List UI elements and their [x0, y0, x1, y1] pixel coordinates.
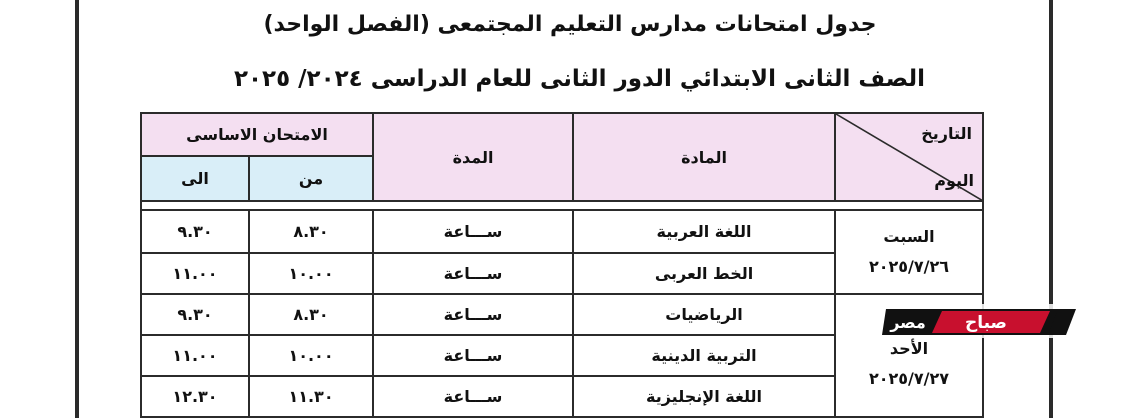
table-row: [141, 210, 983, 253]
day-date-cell: [835, 210, 983, 294]
duration-cell: ســـاعة: [373, 335, 573, 376]
date-label: التاريخ: [921, 124, 973, 143]
day-name: السبت: [883, 226, 935, 246]
day-label: اليوم: [934, 171, 975, 191]
from-time-cell: ١٠.٠٠: [249, 253, 373, 294]
document-subtitle: الصف الثانى الابتدائي الدور الثانى للعام الدراسى ٢٠٢٤/ ٢٠٢٥: [233, 66, 925, 92]
from-time-cell: ٨.٣٠: [249, 294, 373, 335]
to-time-cell: ١١.٠٠: [141, 253, 249, 294]
from-header: من: [249, 156, 373, 201]
subject-cell: التربية الدينية: [573, 335, 835, 376]
document-title: جدول امتحانات مدارس التعليم المجتمعى (الفصل الواحد): [263, 12, 877, 37]
subject-cell: اللغة الإنجليزية: [573, 376, 835, 417]
subject-cell: الرياضيات: [573, 294, 835, 335]
duration-header: المدة: [373, 113, 573, 201]
page-border-right: [1049, 0, 1053, 418]
sabah-masr-watermark-logo: [882, 303, 1078, 339]
subject-cell: الخط العربى: [573, 253, 835, 294]
duration-cell: ســـاعة: [373, 210, 573, 253]
exam-date: ٢٠٢٥/٧/٢٧: [868, 369, 950, 389]
from-time-cell: ١١.٣٠: [249, 376, 373, 417]
date-day-header: [835, 113, 983, 201]
day-name: الأحد: [889, 339, 929, 359]
to-time-cell: ٩.٣٠: [141, 294, 249, 335]
to-time-cell: ١١.٠٠: [141, 335, 249, 376]
exam-schedule-table: [140, 112, 984, 418]
from-time-cell: ٨.٣٠: [249, 210, 373, 253]
exam-date: ٢٠٢٥/٧/٢٦: [868, 256, 950, 276]
watermark-logo-graphic: [882, 303, 1078, 339]
table-row: [141, 294, 983, 335]
duration-cell: ســـاعة: [373, 253, 573, 294]
watermark-text-sabah: صباح: [964, 313, 1008, 333]
to-time-cell: ١٢.٣٠: [141, 376, 249, 417]
to-header: الى: [141, 156, 249, 201]
duration-cell: ســـاعة: [373, 376, 573, 417]
duration-cell: ســـاعة: [373, 294, 573, 335]
main-exam-header: الامتحان الاساسى: [141, 113, 373, 156]
subject-cell: اللغة العربية: [573, 210, 835, 253]
subject-header: المادة: [573, 113, 835, 201]
page-border-left: [75, 0, 79, 418]
watermark-text-masr: مصر: [890, 313, 926, 332]
header-spacer: [141, 201, 983, 209]
from-time-cell: ١٠.٠٠: [249, 335, 373, 376]
to-time-cell: ٩.٣٠: [141, 210, 249, 253]
